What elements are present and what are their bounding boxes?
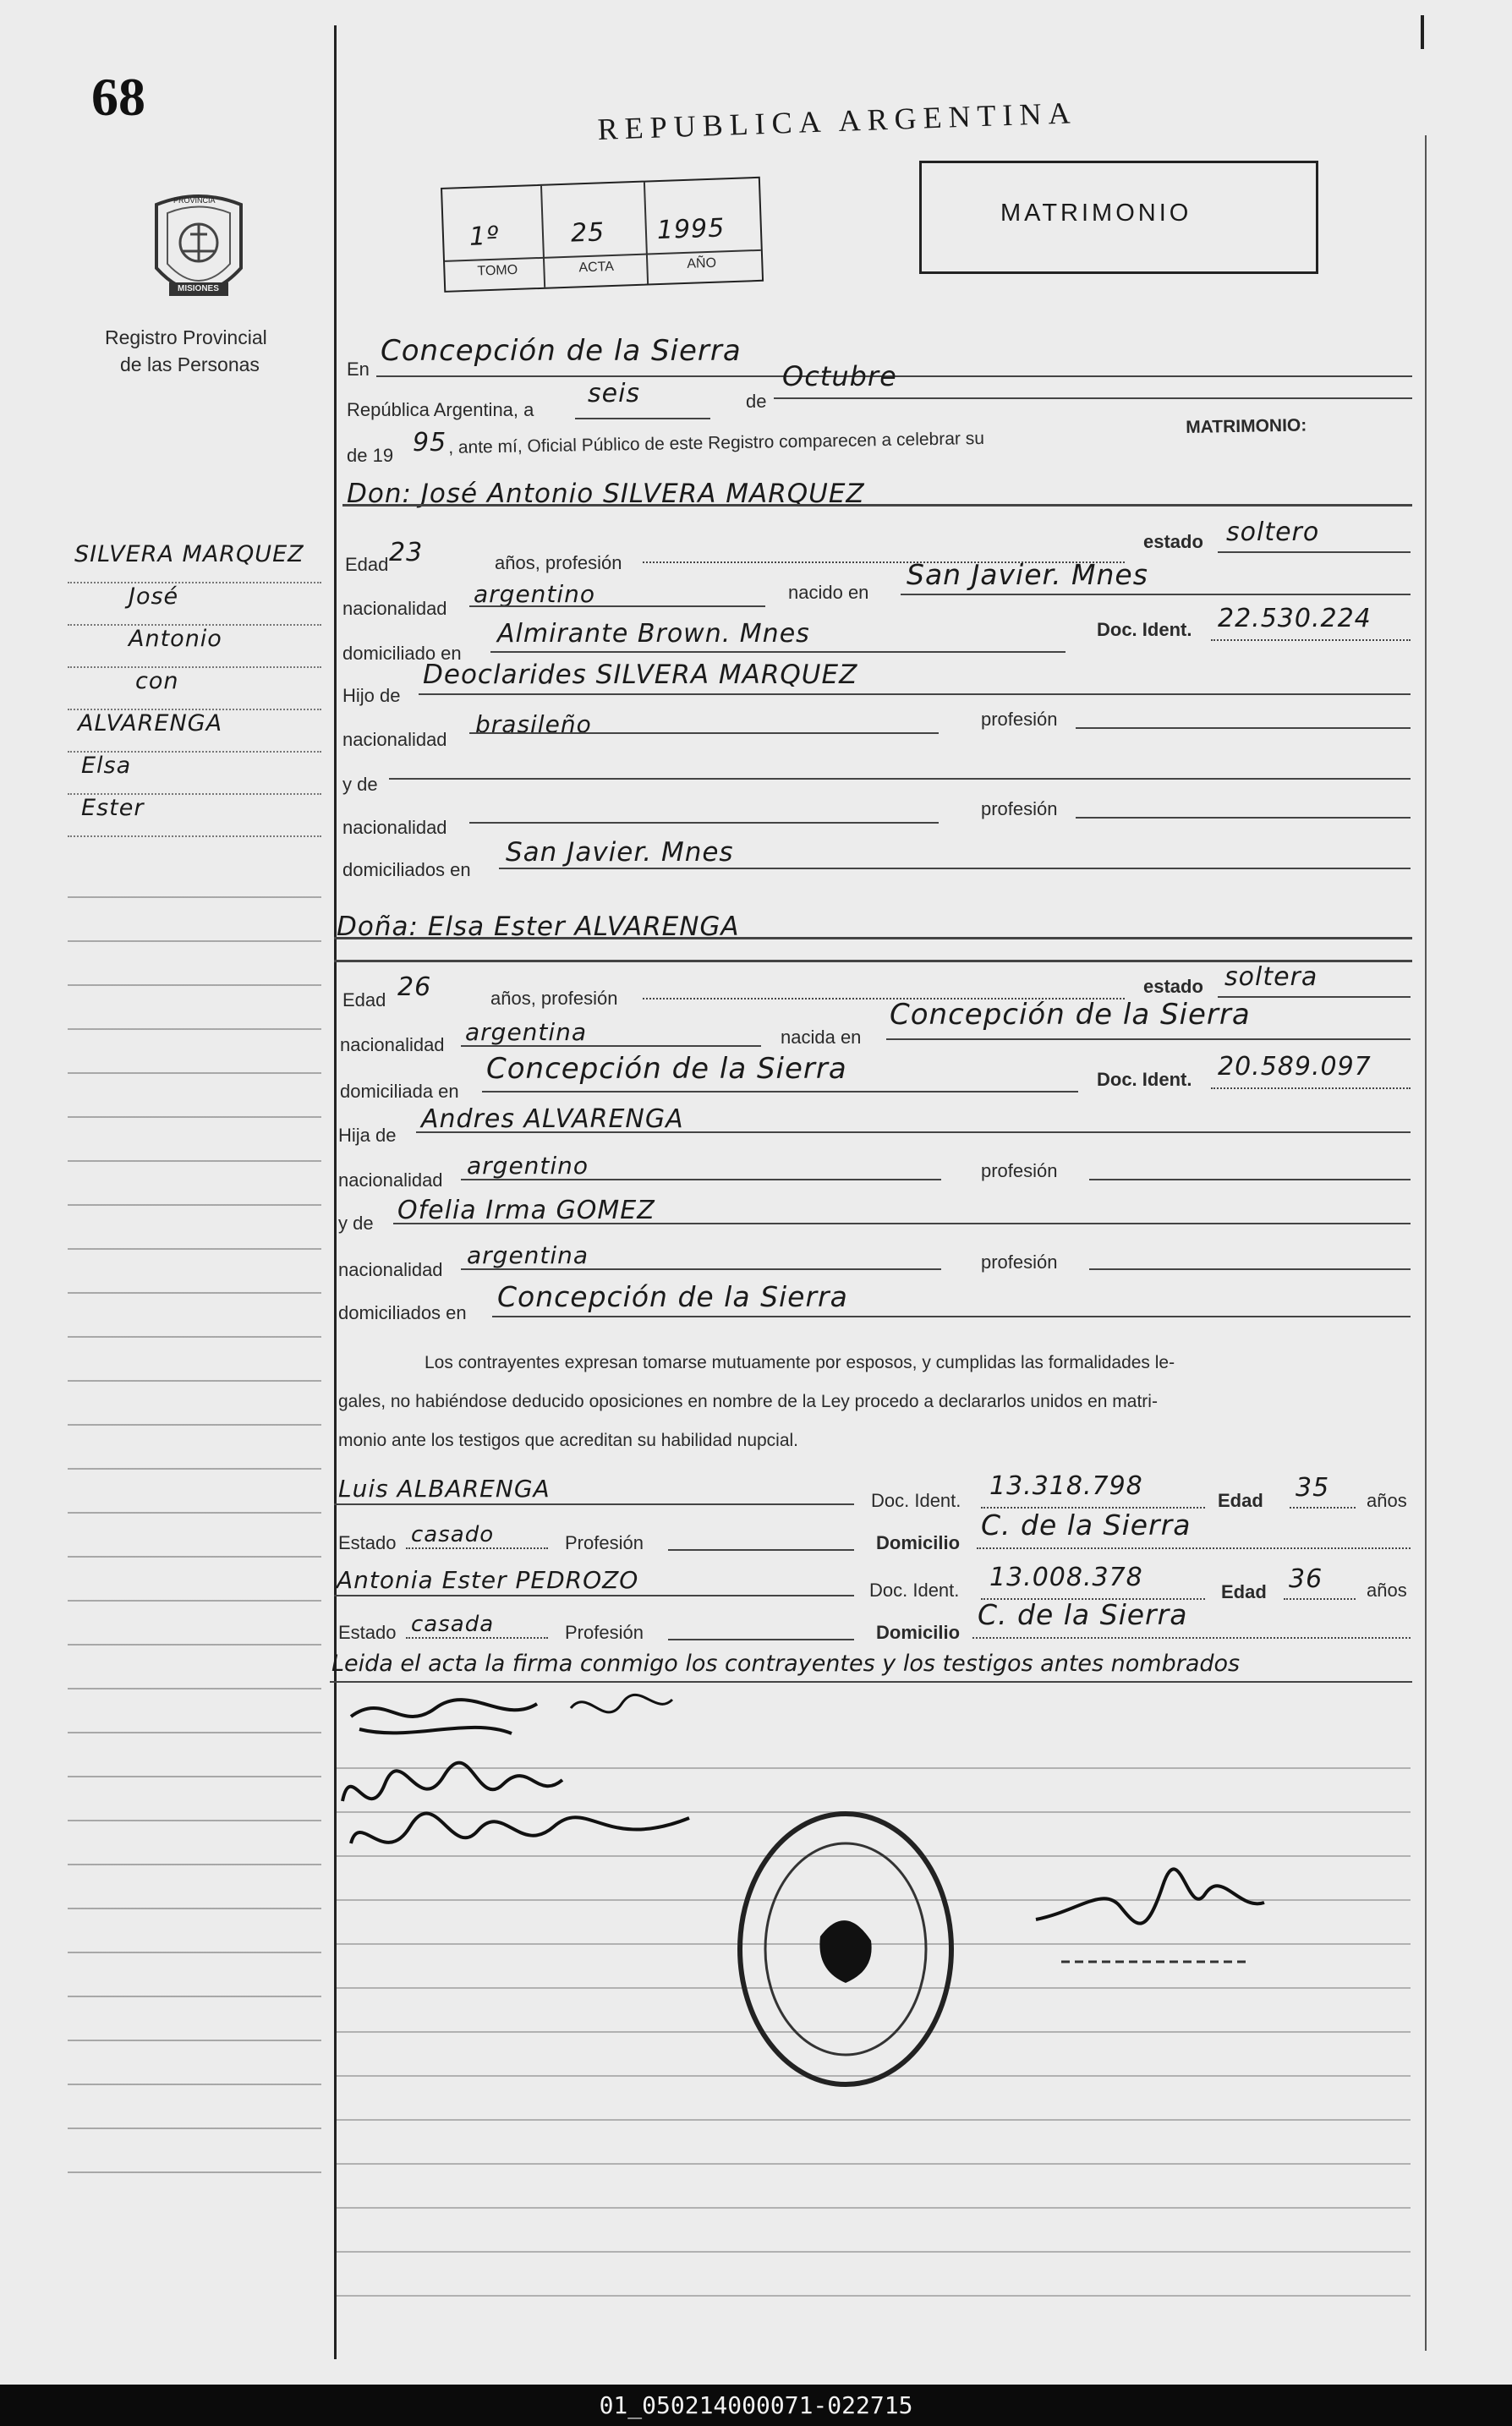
bride-y-de-label: y de <box>338 1213 374 1234</box>
bride-doc-label: Doc. Ident. <box>1097 1069 1192 1090</box>
groom-doc-label: Doc. Ident. <box>1097 619 1192 640</box>
ano-value: 1995 <box>656 213 726 246</box>
footer-id: 01_050214000071-022715 <box>0 2385 1512 2426</box>
groom-madre-nac-label: nacionalidad <box>342 817 447 838</box>
bride-madre: Ofelia Irma GOMEZ <box>397 1196 655 1225</box>
bride-padre-nac-label: nacionalidad <box>338 1169 443 1191</box>
witness-1-anos-label: años <box>1367 1490 1407 1511</box>
bride-edad-label: Edad <box>342 989 386 1010</box>
bride-heading: Doña: Elsa Ester ALVARENGA <box>337 912 740 942</box>
bride-doc: 20.589.097 <box>1218 1052 1372 1082</box>
registry-line-1: Registro Provincial <box>105 326 267 348</box>
groom-estado-label: estado <box>1143 531 1203 552</box>
provincial-seal <box>144 188 254 315</box>
bride-madre-nac-label: nacionalidad <box>338 1259 443 1280</box>
groom-profesion2-label: profesión <box>981 798 1058 819</box>
right-edge-mark <box>1421 15 1424 49</box>
bride-nacida-label: nacida en <box>781 1027 862 1048</box>
witness-2-estado: casada <box>411 1612 495 1637</box>
bride-domiciliados-label: domiciliados en <box>338 1302 467 1323</box>
de-label: de <box>746 391 767 412</box>
witness-1-estado-label: Estado <box>338 1532 397 1553</box>
acta-value: 25 <box>570 217 605 249</box>
witness-2-anos-label: años <box>1367 1580 1407 1601</box>
witness-2-edad: 36 <box>1289 1564 1323 1594</box>
margin-ruled-lines <box>68 854 321 2207</box>
bride-nacida: Concepción de la Sierra <box>890 998 1251 1032</box>
bride-nacionalidad-label: nacionalidad <box>340 1034 445 1055</box>
groom-profesion1-label: profesión <box>981 709 1058 730</box>
margin-note: Elsa <box>68 753 321 795</box>
matrimonio-word: MATRIMONIO: <box>1186 415 1307 437</box>
bride-hija-label: Hija de <box>338 1125 397 1146</box>
groom-heading: Don: José Antonio SILVERA MARQUEZ <box>347 479 865 509</box>
witness-2-doc: 13.008.378 <box>989 1563 1143 1592</box>
groom-padre-nac: brasileño <box>475 710 592 738</box>
groom-padres-domicilio: San Javier. Mnes <box>506 837 734 868</box>
witness-1-edad-label: Edad <box>1218 1490 1263 1511</box>
registry-line-2: de las Personas <box>120 353 260 375</box>
groom-hijo-label: Hijo de <box>342 685 401 706</box>
country-title: REPUBLICA ARGENTINA <box>597 96 1078 146</box>
bride-profesion-label: años, profesión <box>490 988 618 1009</box>
margin-note: Antonio <box>68 626 321 668</box>
margin-note: con <box>68 668 321 710</box>
tomo-label: TOMO <box>477 262 518 279</box>
bride-padre-nac: argentino <box>467 1152 589 1180</box>
bride-nacionalidad: argentina <box>465 1018 588 1046</box>
witness-2-doc-label: Doc. Ident. <box>869 1580 960 1601</box>
witness-2-name: Antonia Ester PEDROZO <box>337 1566 639 1594</box>
groom-edad: 23 <box>389 538 424 567</box>
witness-1-estado: casado <box>411 1522 495 1547</box>
page-number: 68 <box>91 67 145 127</box>
groom-domiciliados-label: domiciliados en <box>342 859 471 880</box>
intro-month: Octubre <box>782 360 897 392</box>
groom-profesion-label: años, profesión <box>495 552 622 573</box>
bride-profesion1-label: profesión <box>981 1160 1058 1181</box>
bride-padres-domicilio: Concepción de la Sierra <box>497 1280 848 1313</box>
bride-padre: Andres ALVARENGA <box>421 1104 684 1134</box>
year-prefix: de 19 <box>347 445 394 466</box>
witness-2-domicilio-label: Domicilio <box>876 1622 961 1643</box>
closing-text: Leida el acta la firma conmigo los contrayentes y los testigos antes nombrados <box>331 1651 1241 1677</box>
tomo-acta-ano-box <box>441 177 764 293</box>
groom-nacido: San Javier. Mnes <box>907 558 1148 591</box>
witness-1-doc-label: Doc. Ident. <box>871 1490 961 1511</box>
official-signature <box>1027 1860 1281 1970</box>
declaration-line-2: gales, no habiéndose deducido oposiciones en nombre de la Ley procedo a declararlos unidos en matri- <box>338 1392 1158 1411</box>
year-suffix: 95 <box>413 428 447 457</box>
signatures <box>334 1683 757 1894</box>
declaration-line-1: Los contrayentes expresan tomarse mutuamente por esposos, y cumplidas las formalidades le- <box>425 1353 1175 1372</box>
margin-note: ALVARENGA <box>68 710 321 753</box>
seal-text-bottom: MISIONES <box>178 284 219 293</box>
witness-1-edad: 35 <box>1296 1473 1330 1503</box>
witness-1-doc: 13.318.798 <box>989 1471 1143 1501</box>
groom-y-de-label: y de <box>342 774 378 795</box>
bride-estado: soltera <box>1224 962 1318 992</box>
ano-label: AÑO <box>687 255 717 271</box>
witness-1-domicilio: C. de la Sierra <box>981 1509 1192 1542</box>
witness-2-estado-label: Estado <box>338 1622 397 1643</box>
groom-domicilio: Almirante Brown. Mnes <box>497 619 810 649</box>
margin-note: SILVERA MARQUEZ <box>68 541 321 583</box>
groom-padre-nac-label: nacionalidad <box>342 729 447 750</box>
groom-nacionalidad-label: nacionalidad <box>342 598 447 619</box>
witness-2-edad-label: Edad <box>1221 1581 1267 1602</box>
declaration-line-3: monio ante los testigos que acreditan su habilidad nupcial. <box>338 1431 799 1450</box>
seal-text-top: PROVINCIA <box>173 196 216 205</box>
bride-madre-nac: argentina <box>467 1241 589 1269</box>
bride-domicilio: Concepción de la Sierra <box>486 1052 847 1086</box>
groom-estado: soltero <box>1226 518 1320 547</box>
acta-label: ACTA <box>578 259 615 276</box>
groom-nacionalidad: argentino <box>474 580 596 608</box>
bride-domiciliada-label: domiciliada en <box>340 1081 459 1102</box>
witness-1-name: Luis ALBARENGA <box>338 1475 551 1503</box>
tomo-value: 1º <box>468 221 500 252</box>
official-stamp <box>727 1801 964 2097</box>
bride-edad: 26 <box>397 972 432 1002</box>
en-label: En <box>347 359 370 380</box>
witness-2-domicilio: C. de la Sierra <box>978 1598 1188 1631</box>
witness-1-profesion-label: Profesión <box>565 1532 644 1553</box>
margin-note: José <box>68 583 321 626</box>
right-border <box>1425 135 1427 2351</box>
groom-padre: Deoclarides SILVERA MARQUEZ <box>423 660 858 690</box>
intro-day: seis <box>588 379 641 408</box>
witness-2-profesion-label: Profesión <box>565 1622 644 1643</box>
groom-edad-label: Edad <box>345 554 389 575</box>
ante-text: , ante mí, Oficial Público de este Registro comparecen a celebrar su <box>448 428 985 457</box>
record-type: MATRIMONIO <box>1000 200 1192 227</box>
bride-estado-label: estado <box>1143 976 1203 997</box>
groom-nacido-label: nacido en <box>788 582 869 603</box>
margin-note: Ester <box>68 795 321 837</box>
margin-notes <box>68 541 321 837</box>
bride-profesion2-label: profesión <box>981 1251 1058 1273</box>
intro-place: Concepción de la Sierra <box>381 334 742 368</box>
groom-doc: 22.530.224 <box>1218 604 1372 633</box>
witness-1-domicilio-label: Domicilio <box>876 1532 961 1553</box>
republica-label: República Argentina, a <box>347 399 534 420</box>
groom-domiciliado-label: domiciliado en <box>342 643 462 664</box>
